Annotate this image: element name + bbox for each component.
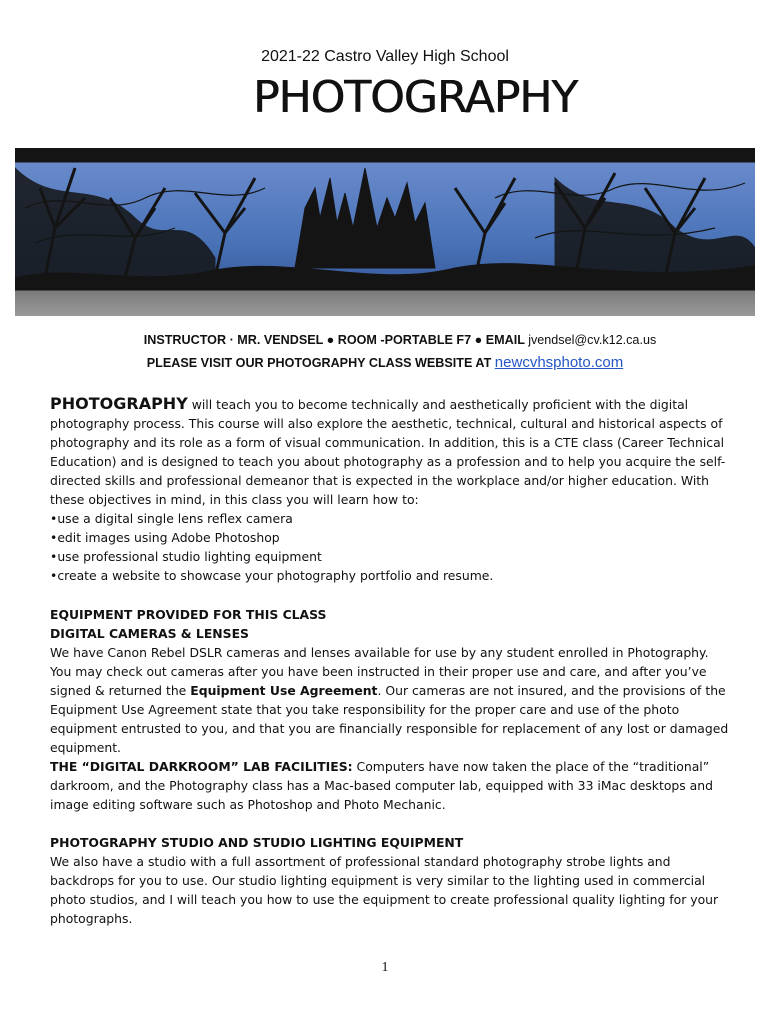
instructor-label: INSTRUCTOR · MR. VENDSEL	[143, 333, 324, 347]
equipment-paragraph	[50, 643, 730, 757]
website-link[interactable]: newcvhsphoto.com	[494, 354, 624, 371]
bullet-separator: ●	[326, 333, 335, 347]
studio-heading: PHOTOGRAPHY STUDIO AND STUDIO LIGHTING EQUIPMENT	[50, 835, 464, 850]
school-line: 2021-22 Castro Valley High School	[261, 48, 509, 65]
cameras-heading: DIGITAL CAMERAS & LENSES	[50, 626, 249, 641]
objectives-list	[50, 509, 730, 585]
studio-text: We also have a studio with a full assortment of professional standard photography strobe lights and backdrops for you to use. Our studio lighting equipment is very similar to the lighting used in commercial photo studios, and I will teach you how to use the equipment to create professional quality lighting for your photographs.	[50, 854, 719, 926]
equipment-heading: EQUIPMENT PROVIDED FOR THIS CLASS	[50, 607, 327, 622]
equipment-agreement-bold: Equipment Use Agreement	[190, 683, 378, 698]
intro-section	[50, 394, 730, 585]
intro-text: will teach you to become technically and aesthetically proficient with the digital photography process. This course will also explore the aesthetic, technical, cultural and historical aspects of photography and its role as a form of visual communication. In addition, this is a CTE class (Career Technical Education) and is designed to teach you about photography as a profession and to help you acquire the self-directed skills and professional demeanor that is expected in the workplace and/or higher education. With these objectives in mind, in this class you will learn how to:	[50, 397, 726, 507]
studio-section	[50, 833, 730, 928]
list-item: • edit images using Adobe Photoshop	[50, 528, 730, 547]
darkroom-text: Computers have now taken the place of the “traditional” darkroom, and the Photography class has a Mac-based computer lab, equipped with 33 iMac desktops and image editing software such as Photoshop and Photo Mechanic.	[50, 759, 713, 812]
photo-banner-icon	[15, 148, 755, 316]
page-title: PHOTOGRAPHY	[252, 72, 578, 123]
equipment-text-b: . Our cameras are not insured, and the provisions of the Equipment Use Agreement state that you take responsibility for the proper care and use of the photo equipment entrusted to you, and that you are financially responsible for replacement of any lost or damaged equipment.	[50, 683, 729, 755]
list-item: • use a digital single lens reflex camera	[50, 509, 730, 528]
website-line	[0, 354, 770, 371]
email-address[interactable]: jvendsel@cv.k12.ca.us	[528, 333, 657, 347]
equipment-section	[50, 605, 730, 757]
page-number: 1	[381, 960, 389, 975]
intro-lead: PHOTOGRAPHY	[50, 394, 188, 413]
room-label: ROOM -PORTABLE F7	[337, 333, 472, 347]
bullet-separator: ●	[474, 333, 483, 347]
list-item: • use professional studio lighting equipment	[50, 547, 730, 566]
contact-line	[0, 333, 770, 347]
darkroom-section	[50, 757, 730, 814]
list-item: • create a website to showcase your photography portfolio and resume.	[50, 566, 730, 585]
darkroom-heading: THE “DIGITAL DARKROOM” LAB FACILITIES:	[50, 759, 353, 774]
visit-text: PLEASE VISIT OUR PHOTOGRAPHY CLASS WEBSITE AT	[146, 356, 492, 370]
email-label: EMAIL	[485, 333, 525, 347]
equipment-text-a: We have Canon Rebel DSLR cameras and lenses available for use by any student enrolled in Photography. You may check out cameras after you have been instructed in their proper use and care, and after you’ve signed & returned the	[50, 645, 709, 698]
